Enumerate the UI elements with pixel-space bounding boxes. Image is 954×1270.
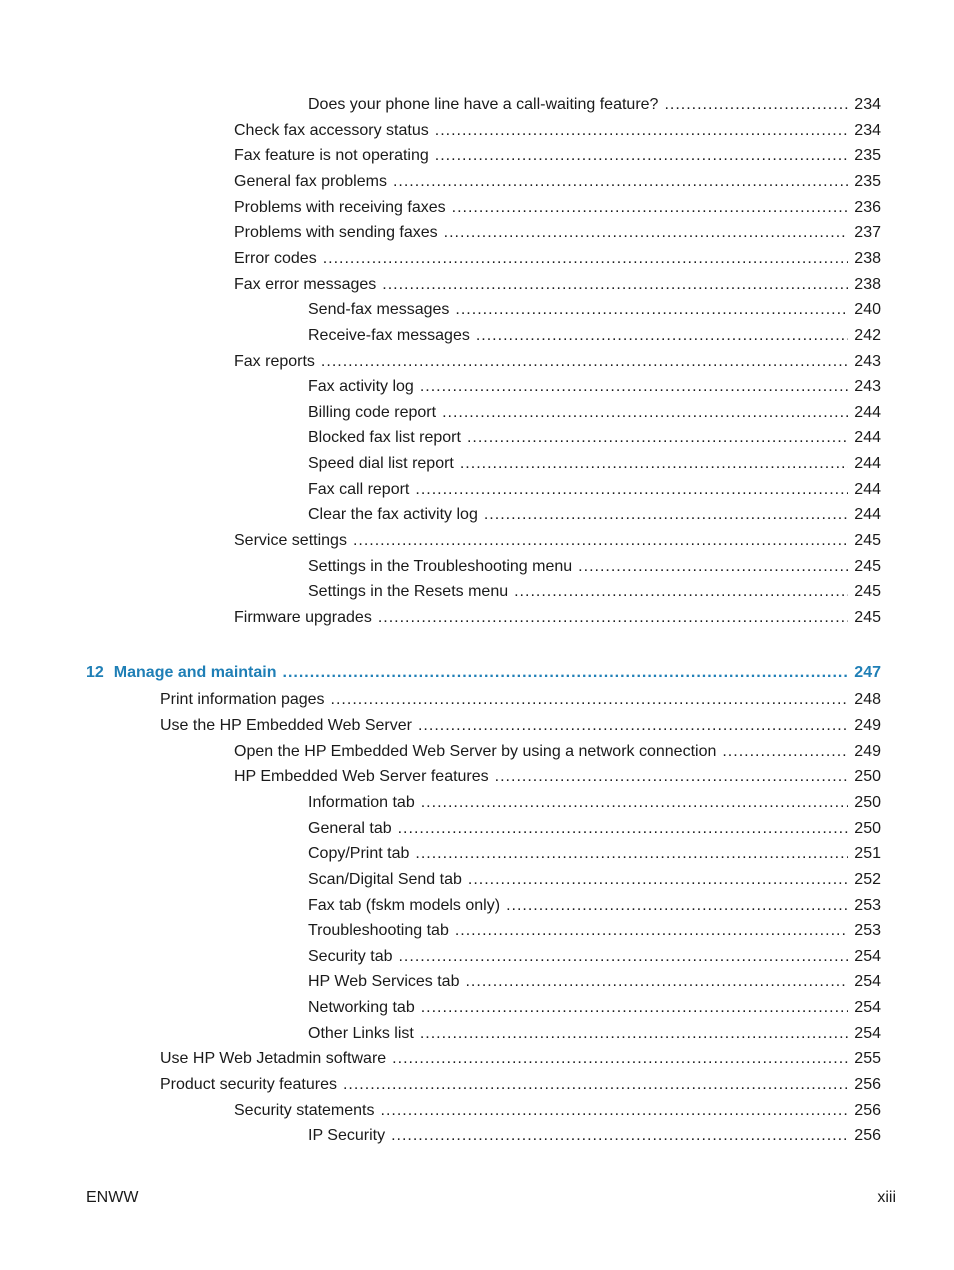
entry-title: Settings in the Resets menu <box>308 583 509 601</box>
entry-title: HP Embedded Web Server features <box>234 768 489 786</box>
entry-title: Fax error messages <box>234 275 377 293</box>
entry-page-number: 252 <box>854 870 881 888</box>
toc-entry[interactable] <box>234 741 881 763</box>
entry-page-number: 249 <box>854 716 881 734</box>
entry-title: Speed dial list report <box>308 455 454 473</box>
entry-page-number: 245 <box>854 609 881 626</box>
dot-leader <box>381 1100 849 1122</box>
dot-leader <box>398 818 849 840</box>
entry-title: Use the HP Embedded Web Server <box>160 716 412 734</box>
toc-entry[interactable] <box>234 197 881 219</box>
dot-leader <box>452 197 849 219</box>
dot-leader <box>664 94 848 116</box>
entry-title: General fax problems <box>234 172 387 190</box>
entry-title: Problems with sending faxes <box>234 224 438 242</box>
dot-leader <box>418 715 848 737</box>
chapter-entry[interactable] <box>86 662 881 684</box>
toc-entry[interactable] <box>234 171 881 193</box>
dot-leader <box>468 869 848 891</box>
entry-title: Security tab <box>308 947 393 965</box>
dot-leader <box>393 171 848 193</box>
dot-leader <box>343 1074 848 1096</box>
dot-leader <box>476 325 848 347</box>
entry-page-number: 255 <box>854 1050 881 1068</box>
entry-page-number: 235 <box>854 172 881 190</box>
entry-page-number: 254 <box>854 999 881 1017</box>
entry-page-number: 253 <box>854 896 881 914</box>
dot-leader <box>382 274 848 296</box>
entry-page-number: 254 <box>854 1024 881 1042</box>
entry-page-number: 256 <box>854 1076 881 1094</box>
toc-entry[interactable] <box>308 402 881 424</box>
dot-leader <box>578 556 848 578</box>
entry-page-number: 254 <box>854 973 881 991</box>
dot-leader <box>506 895 848 917</box>
dot-leader <box>323 248 849 270</box>
entry-title: HP Web Services tab <box>308 973 460 991</box>
dot-leader <box>722 741 848 763</box>
entry-title: General tab <box>308 819 392 837</box>
entry-page-number: 244 <box>854 506 881 524</box>
toc-entry[interactable] <box>160 1074 881 1096</box>
toc-entry[interactable] <box>308 94 881 116</box>
dot-leader <box>421 997 849 1019</box>
toc-entry[interactable] <box>234 1100 881 1122</box>
dot-leader <box>442 402 848 424</box>
entry-page-number: 235 <box>854 147 881 165</box>
entry-title: Troubleshooting tab <box>308 922 449 940</box>
toc-entry[interactable] <box>234 120 881 142</box>
entry-title: Settings in the Troubleshooting menu <box>308 557 573 575</box>
toc-entry[interactable] <box>308 479 881 501</box>
toc-entry[interactable] <box>234 607 881 629</box>
entry-title: Fax feature is not operating <box>234 147 429 165</box>
dot-leader <box>435 120 849 142</box>
entry-title: Copy/Print tab <box>308 845 410 863</box>
entry-page-number: 256 <box>854 1101 881 1119</box>
entry-title: Other Links list <box>308 1024 414 1042</box>
toc-entry[interactable] <box>234 248 881 270</box>
entry-page-number: 244 <box>854 455 881 473</box>
entry-page-number: 234 <box>854 96 881 113</box>
entry-title: Use HP Web Jetadmin software <box>160 1050 387 1068</box>
entry-title: Send-fax messages <box>308 301 450 319</box>
entry-page-number: 245 <box>854 557 881 575</box>
toc-entry[interactable] <box>308 946 881 968</box>
dot-leader <box>415 843 848 865</box>
footer-left: ENWW <box>86 1189 139 1206</box>
entry-title: Product security features <box>160 1076 337 1094</box>
dot-leader <box>514 581 848 603</box>
toc-entry[interactable] <box>160 715 881 737</box>
entry-title: Billing code report <box>308 403 437 421</box>
toc-entry[interactable] <box>308 376 881 398</box>
entry-page-number: 243 <box>854 378 881 396</box>
dot-leader <box>398 946 848 968</box>
dot-leader <box>353 530 848 552</box>
toc-entry[interactable] <box>234 766 881 788</box>
toc-entry[interactable] <box>308 971 881 993</box>
toc-entry[interactable] <box>308 1125 881 1147</box>
dot-leader <box>415 479 848 501</box>
dot-leader <box>391 1125 848 1147</box>
entry-page-number: 247 <box>854 663 881 681</box>
entry-page-number: 244 <box>854 480 881 498</box>
toc-entry[interactable] <box>308 556 881 578</box>
toc-entry[interactable] <box>234 145 881 167</box>
toc-entry[interactable] <box>308 299 881 321</box>
dot-leader <box>321 351 848 373</box>
entry-title: Print information pages <box>160 691 325 709</box>
entry-title: Networking tab <box>308 999 415 1017</box>
dot-leader <box>420 1023 848 1045</box>
dot-leader <box>495 766 849 788</box>
entry-title: Fax reports <box>234 352 315 370</box>
dot-leader <box>455 920 848 942</box>
entry-title: Open the HP Embedded Web Server by using a network connection <box>234 742 717 760</box>
entry-title: Blocked fax list report <box>308 429 461 447</box>
entry-title: Security statements <box>234 1101 375 1119</box>
dot-leader <box>392 1048 848 1070</box>
toc-entry[interactable] <box>308 792 881 814</box>
toc-entry[interactable] <box>308 581 881 603</box>
entry-page-number: 238 <box>854 249 881 267</box>
entry-page-number: 238 <box>854 275 881 293</box>
entry-title: Problems with receiving faxes <box>234 198 446 216</box>
toc-entry[interactable] <box>308 504 881 526</box>
entry-page-number: 237 <box>854 224 881 242</box>
dot-leader <box>465 971 848 993</box>
entry-title: Manage and maintain <box>113 663 277 681</box>
entry-title: Clear the fax activity log <box>308 506 478 524</box>
entry-page-number: 250 <box>854 793 881 811</box>
dot-leader <box>378 607 848 629</box>
entry-title: Does your phone line have a call-waiting feature? <box>308 96 659 113</box>
entry-page-number: 251 <box>854 845 881 863</box>
entry-page-number: 234 <box>854 121 881 139</box>
toc-entry[interactable] <box>234 222 881 244</box>
entry-page-number: 244 <box>854 429 881 447</box>
dot-leader <box>467 427 848 449</box>
dot-leader <box>331 689 849 711</box>
entry-page-number: 250 <box>854 768 881 786</box>
toc-entry[interactable] <box>234 351 881 373</box>
dot-leader <box>421 792 849 814</box>
entry-page-number: 240 <box>854 301 881 319</box>
entry-page-number: 253 <box>854 922 881 940</box>
toc-entry[interactable] <box>308 869 881 891</box>
entry-page-number: 249 <box>854 742 881 760</box>
entry-title: Check fax accessory status <box>234 121 429 139</box>
entry-title: IP Security <box>308 1127 386 1145</box>
toc-entry[interactable] <box>234 530 881 552</box>
toc-entry[interactable] <box>308 895 881 917</box>
entry-page-number: 245 <box>854 583 881 601</box>
entry-title: Error codes <box>234 249 317 267</box>
entry-title: Fax tab (fskm models only) <box>308 896 501 914</box>
toc-entry[interactable] <box>160 1048 881 1070</box>
chapter-number: 12 <box>86 663 104 681</box>
entry-title: Information tab <box>308 793 415 811</box>
toc-entry[interactable] <box>308 843 881 865</box>
entry-title: Service settings <box>234 532 347 550</box>
entry-page-number: 243 <box>854 352 881 370</box>
entry-page-number: 244 <box>854 403 881 421</box>
entry-title: Firmware upgrades <box>234 609 372 626</box>
toc-entry[interactable] <box>234 274 881 296</box>
entry-page-number: 250 <box>854 819 881 837</box>
toc-entry[interactable] <box>308 818 881 840</box>
toc-entry[interactable] <box>308 325 881 347</box>
entry-page-number: 248 <box>854 691 881 709</box>
dot-leader <box>484 504 848 526</box>
entry-page-number: 242 <box>854 326 881 344</box>
dot-leader <box>420 376 848 398</box>
toc-entry[interactable] <box>308 920 881 942</box>
entry-page-number: 245 <box>854 532 881 550</box>
entry-title: Fax call report <box>308 480 410 498</box>
entry-page-number: 256 <box>854 1127 881 1145</box>
entry-title: Fax activity log <box>308 378 414 396</box>
page-number: xiii <box>877 1189 896 1206</box>
dot-leader <box>455 299 848 321</box>
entry-title: Receive-fax messages <box>308 326 470 344</box>
toc-entry[interactable] <box>308 997 881 1019</box>
toc-entry[interactable] <box>308 1023 881 1045</box>
dot-leader <box>435 145 849 167</box>
toc-entry[interactable] <box>160 689 881 711</box>
entry-page-number: 236 <box>854 198 881 216</box>
toc-entry[interactable] <box>308 427 881 449</box>
entry-page-number: 254 <box>854 947 881 965</box>
dot-leader <box>460 453 848 475</box>
dot-leader <box>444 222 849 244</box>
toc-entry[interactable] <box>308 453 881 475</box>
entry-title: Scan/Digital Send tab <box>308 870 462 888</box>
dot-leader <box>283 662 849 684</box>
